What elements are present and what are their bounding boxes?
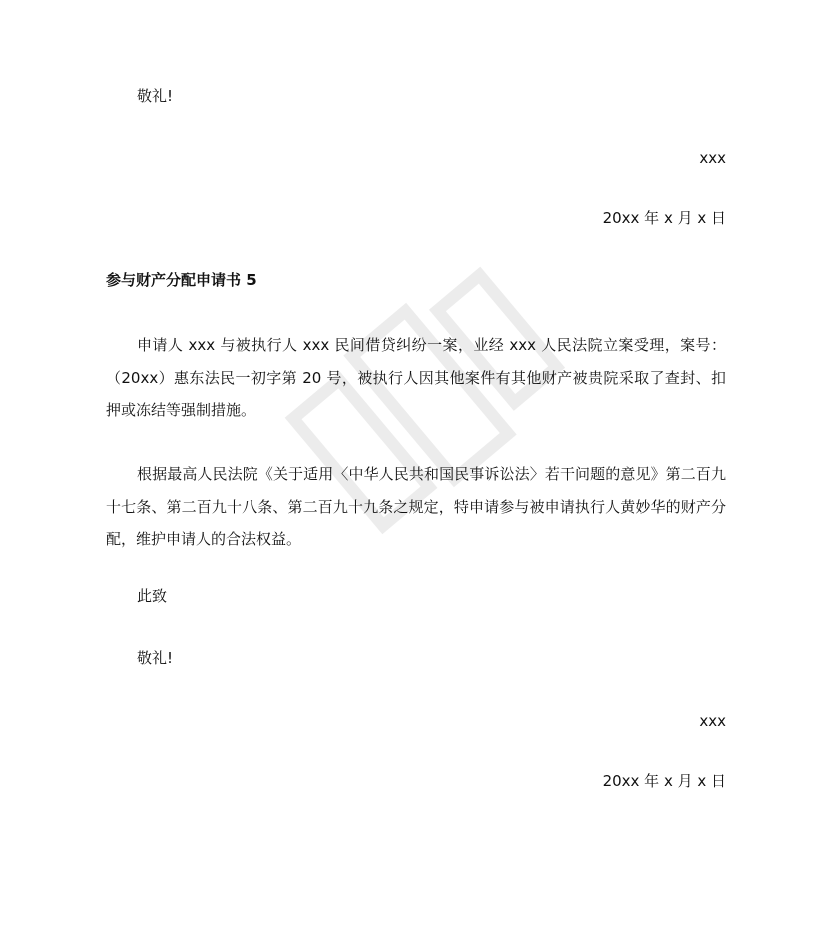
signer: xxx — [699, 712, 726, 730]
closing: 敬礼! — [137, 649, 174, 667]
date: 20xx 年 x 月 x 日 — [602, 772, 726, 790]
document-title: 参与财产分配申请书 5 — [106, 271, 257, 289]
paragraph-1: 申请人 xxx 与被执行人 xxx 民间借贷纠纷一案，业经 xxx 人民法院立案受理，案号：（20xx）惠东法民一初字第 20 号，被执行人因其他案件有其他财产被贵院采取了查封、扣押或冻结等强制措施。 — [106, 336, 726, 419]
salutation: 此致 — [137, 587, 168, 605]
closing-top: 敬礼! — [137, 87, 174, 105]
signer-top: xxx — [699, 149, 726, 167]
paragraph-2: 根据最高人民法院《关于适用〈中华人民共和国民事诉讼法〉若干问题的意见》第二百九十七条、第二百九十八条、第二百九十九条之规定，特申请参与被申请执行人黄妙华的财产分配，维护申请人的合法权益。 — [106, 465, 726, 548]
date-top: 20xx 年 x 月 x 日 — [602, 209, 726, 227]
